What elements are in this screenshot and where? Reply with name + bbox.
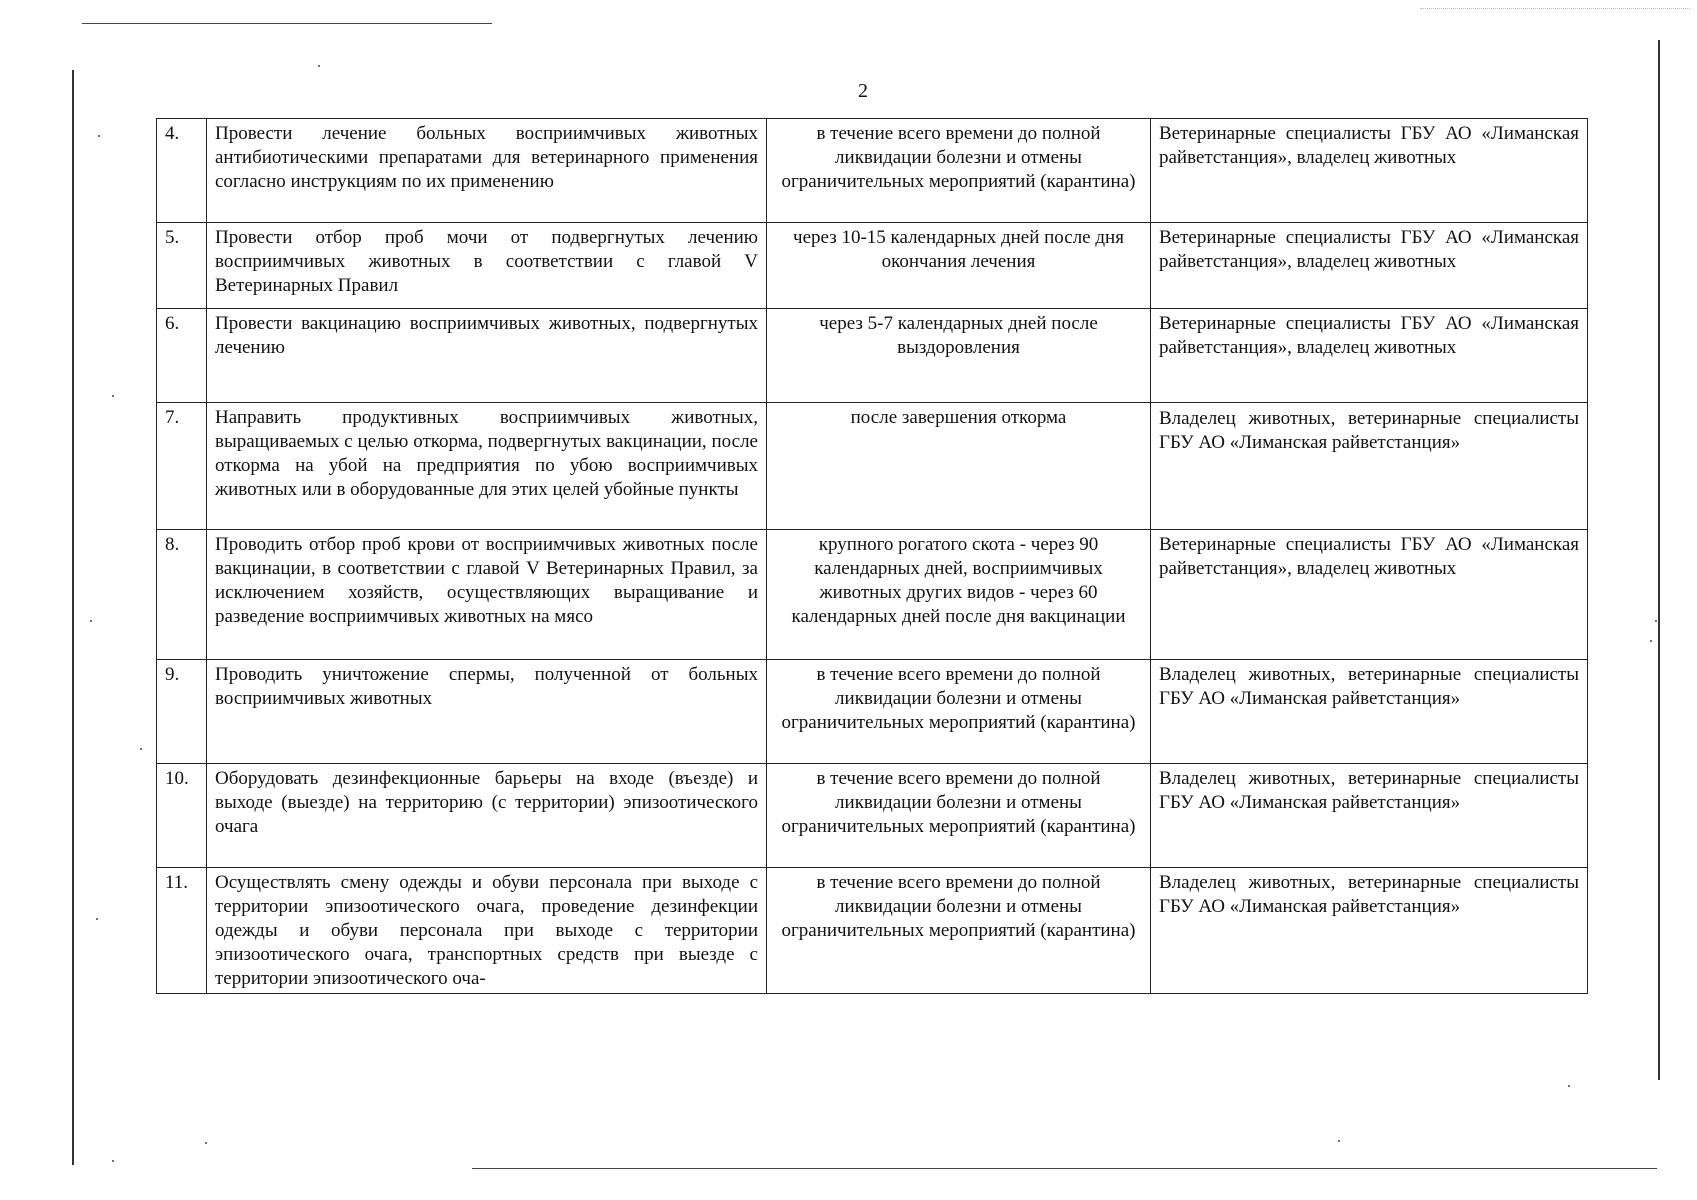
row-number: 4. [157,119,207,223]
scan-speck [1655,620,1657,622]
term-text: после завершения откорма [767,403,1151,530]
scan-artifact-line [472,1168,1657,1169]
scan-artifact-line [1658,40,1660,1080]
measure-text: Осуществлять смену одежды и обуви персонала при выходе с территории эпизоотического очага, проведение дезинфекции одежды и обуви персонала при выходе с территории эпизоотического очага, транспортных средств при выезде с территории эпизоотического оча- [207,868,767,994]
measures-table [156,118,1588,994]
scan-speck [96,918,98,920]
scan-speck [90,620,92,622]
term-text: крупного рогатого скота - через 90 календарных дней, восприимчивых животных других видов - через 60 календарных дней после дня вакцинации [767,530,1151,660]
measure-text: Проводить отбор проб крови от восприимчивых животных после вакцинации, в соответствии с главой V Ветеринарных Правил, за исключением хозяйств, осуществляющих выращивание и разведение восприимчивых животных на мясо [207,530,767,660]
responsible-text: Владелец животных, ветеринарные специалисты ГБУ АО «Лиманская райветстанция» [1151,868,1588,994]
term-text: через 10-15 календарных дней после дня окончания лечения [767,223,1151,309]
table-row [157,660,1588,764]
term-text: в течение всего времени до полной ликвидации болезни и отмены ограничительных мероприятий (карантина) [767,868,1151,994]
term-text: через 5-7 календарных дней после выздоровления [767,309,1151,403]
row-number: 11. [157,868,207,994]
row-number: 9. [157,660,207,764]
table-row [157,403,1588,530]
term-text: в течение всего времени до полной ликвидации болезни и отмены ограничительных мероприятий (карантина) [767,119,1151,223]
scan-artifact-line [82,23,492,24]
table-row [157,530,1588,660]
row-number: 10. [157,764,207,868]
scan-speck [1568,1085,1570,1087]
term-text: в течение всего времени до полной ликвидации болезни и отмены ограничительных мероприятий (карантина) [767,660,1151,764]
scan-speck [1650,640,1652,642]
row-number: 8. [157,530,207,660]
row-number: 6. [157,309,207,403]
measure-text: Направить продуктивных восприимчивых животных, выращиваемых с целью откорма, подвергнутых вакцинации, после откорма на убой на предприятия по убою восприимчивых животных или в оборудованные для этих целей убойные пункты [207,403,767,530]
measure-text: Провести вакцинацию восприимчивых животных, подвергнутых лечению [207,309,767,403]
responsible-text: Владелец животных, ветеринарные специалисты ГБУ АО «Лиманская райветстанция» [1151,403,1588,530]
measure-text: Проводить уничтожение спермы, полученной от больных восприимчивых животных [207,660,767,764]
responsible-text: Ветеринарные специалисты ГБУ АО «Лиманская райветстанция», владелец животных [1151,119,1588,223]
measure-text: Провести лечение больных восприимчивых животных антибиотическими препаратами для ветеринарного применения согласно инструкциям по их применению [207,119,767,223]
term-text: в течение всего времени до полной ликвидации болезни и отмены ограничительных мероприятий (карантина) [767,764,1151,868]
responsible-text: Ветеринарные специалисты ГБУ АО «Лиманская райветстанция», владелец животных [1151,530,1588,660]
responsible-text: Ветеринарные специалисты ГБУ АО «Лиманская райветстанция», владелец животных [1151,309,1588,403]
responsible-text: Владелец животных, ветеринарные специалисты ГБУ АО «Лиманская райветстанция» [1151,764,1588,868]
scan-speck [205,1142,207,1144]
table-row [157,764,1588,868]
table-row [157,119,1588,223]
scan-artifact-line [72,70,74,1165]
scan-speck [1338,1140,1340,1142]
table-row [157,223,1588,309]
measure-text: Оборудовать дезинфекционные барьеры на входе (въезде) и выходе (выезде) на территорию (с территории) эпизоотического очага [207,764,767,868]
row-number: 5. [157,223,207,309]
scan-speck [140,748,142,750]
scan-speck [112,1160,114,1162]
measure-text: Провести отбор проб мочи от подвергнутых лечению восприимчивых животных в соответствии с главой V Ветеринарных Правил [207,223,767,309]
responsible-text: Владелец животных, ветеринарные специалисты ГБУ АО «Лиманская райветстанция» [1151,660,1588,764]
scan-speck [112,395,114,397]
table-row [157,309,1588,403]
scan-speck [98,135,100,137]
page-number: 2 [858,80,868,102]
table-row [157,868,1588,994]
row-number: 7. [157,403,207,530]
scan-artifact-line [1420,8,1690,9]
scan-speck [318,65,320,67]
responsible-text: Ветеринарные специалисты ГБУ АО «Лиманская райветстанция», владелец животных [1151,223,1588,309]
